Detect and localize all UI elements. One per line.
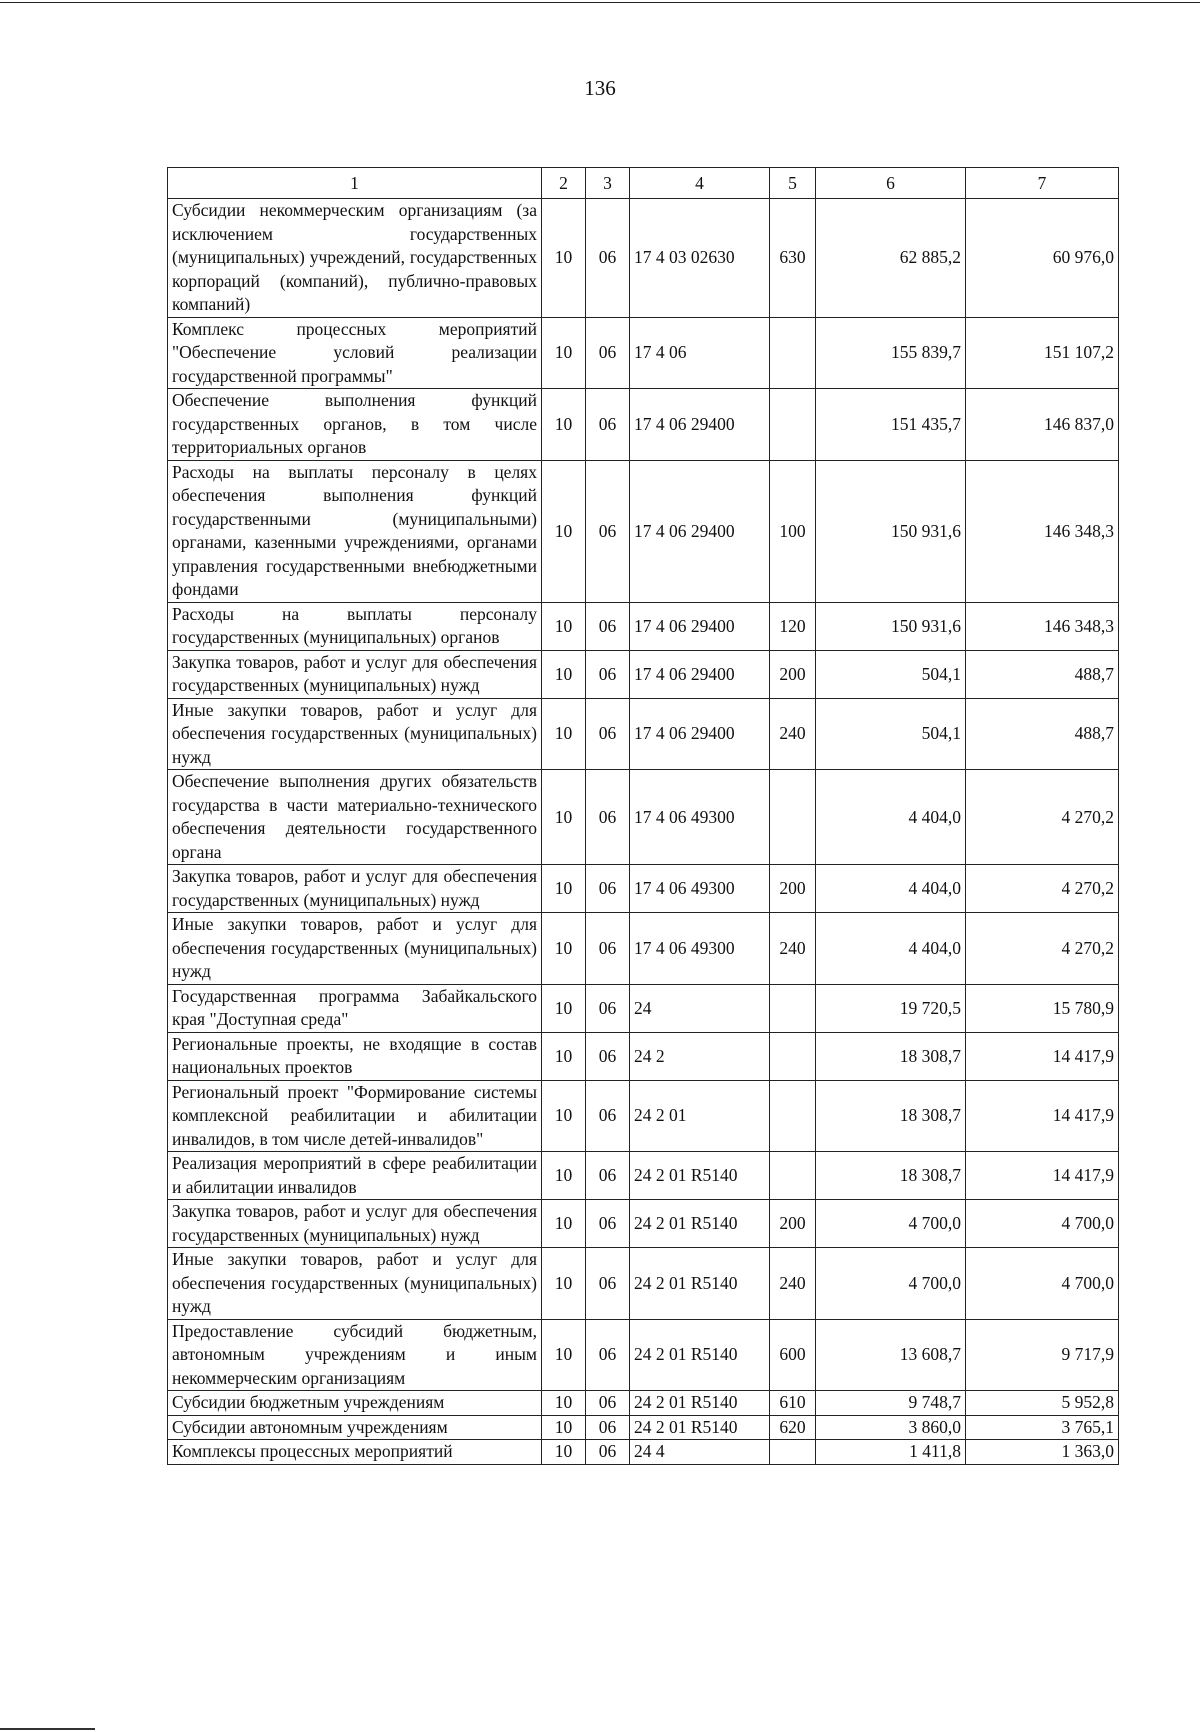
section-code: 10 (542, 389, 586, 461)
section-code: 10 (542, 460, 586, 602)
amount-col-6: 4 700,0 (816, 1200, 966, 1248)
amount-col-6: 4 700,0 (816, 1248, 966, 1320)
budget-table (167, 167, 1119, 1465)
expense-type-code (770, 1080, 816, 1152)
table-row (168, 770, 1119, 865)
expense-type-code (770, 1032, 816, 1080)
subsection-code: 06 (586, 1415, 630, 1440)
expense-type-code (770, 770, 816, 865)
amount-col-7: 4 270,2 (966, 865, 1119, 913)
section-code: 10 (542, 1319, 586, 1391)
header-col-6: 6 (816, 168, 966, 199)
amount-col-7: 3 765,1 (966, 1415, 1119, 1440)
subsection-code: 06 (586, 389, 630, 461)
table-row (168, 1440, 1119, 1465)
expense-type-code (770, 389, 816, 461)
amount-col-7: 14 417,9 (966, 1080, 1119, 1152)
expense-type-code: 620 (770, 1415, 816, 1440)
subsection-code: 06 (586, 317, 630, 389)
row-description: Обеспечение выполнения функций государственных органов, в том числе территориальных органов (168, 389, 542, 461)
amount-col-6: 504,1 (816, 650, 966, 698)
subsection-code: 06 (586, 1152, 630, 1200)
table-row (168, 984, 1119, 1032)
table-row (168, 913, 1119, 985)
row-description: Предоставление субсидий бюджетным, автономным учреждениям и иным некоммерческим организациям (168, 1319, 542, 1391)
amount-col-6: 18 308,7 (816, 1152, 966, 1200)
amount-col-6: 62 885,2 (816, 199, 966, 318)
amount-col-7: 5 952,8 (966, 1391, 1119, 1416)
top-border-line (0, 2, 1200, 3)
section-code: 10 (542, 865, 586, 913)
section-code: 10 (542, 1248, 586, 1320)
subsection-code: 06 (586, 1319, 630, 1391)
section-code: 10 (542, 602, 586, 650)
target-article-code: 17 4 06 29400 (630, 698, 770, 770)
expense-type-code: 240 (770, 913, 816, 985)
subsection-code: 06 (586, 650, 630, 698)
row-description: Комплекс процессных мероприятий "Обеспечение условий реализации государственной программы" (168, 317, 542, 389)
expense-type-code (770, 984, 816, 1032)
section-code: 10 (542, 770, 586, 865)
subsection-code: 06 (586, 1391, 630, 1416)
amount-col-7: 4 270,2 (966, 913, 1119, 985)
amount-col-7: 60 976,0 (966, 199, 1119, 318)
page-number: 136 (584, 76, 616, 100)
expense-type-code (770, 317, 816, 389)
target-article-code: 17 4 06 49300 (630, 913, 770, 985)
table-row (168, 1391, 1119, 1416)
target-article-code: 24 2 (630, 1032, 770, 1080)
row-description: Закупка товаров, работ и услуг для обеспечения государственных (муниципальных) нужд (168, 865, 542, 913)
amount-col-7: 146 348,3 (966, 460, 1119, 602)
section-code: 10 (542, 199, 586, 318)
target-article-code: 17 4 06 29400 (630, 460, 770, 602)
section-code: 10 (542, 1200, 586, 1248)
row-description: Иные закупки товаров, работ и услуг для обеспечения государственных (муниципальных) нужд (168, 1248, 542, 1320)
amount-col-6: 13 608,7 (816, 1319, 966, 1391)
amount-col-6: 9 748,7 (816, 1391, 966, 1416)
row-description: Обеспечение выполнения других обязательств государства в части материально-технического обеспечения деятельности государственного органа (168, 770, 542, 865)
section-code: 10 (542, 1415, 586, 1440)
amount-col-7: 146 837,0 (966, 389, 1119, 461)
subsection-code: 06 (586, 1200, 630, 1248)
row-description: Реализация мероприятий в сфере реабилитации и абилитации инвалидов (168, 1152, 542, 1200)
table-row (168, 1319, 1119, 1391)
amount-col-7: 1 363,0 (966, 1440, 1119, 1465)
row-description: Субсидии автономным учреждениям (168, 1415, 542, 1440)
target-article-code: 24 2 01 R5140 (630, 1152, 770, 1200)
subsection-code: 06 (586, 984, 630, 1032)
table-row (168, 1152, 1119, 1200)
expense-type-code: 200 (770, 865, 816, 913)
row-description: Расходы на выплаты персоналу в целях обеспечения выполнения функций государственными (муниципальными) органами, казенными учреждениями, органами управления государственными внебюджетными фондами (168, 460, 542, 602)
amount-col-7: 9 717,9 (966, 1319, 1119, 1391)
amount-col-6: 1 411,8 (816, 1440, 966, 1465)
expense-type-code: 240 (770, 1248, 816, 1320)
section-code: 10 (542, 698, 586, 770)
amount-col-6: 19 720,5 (816, 984, 966, 1032)
row-description: Комплексы процессных мероприятий (168, 1440, 542, 1465)
subsection-code: 06 (586, 698, 630, 770)
table-row (168, 650, 1119, 698)
amount-col-6: 4 404,0 (816, 865, 966, 913)
subsection-code: 06 (586, 460, 630, 602)
subsection-code: 06 (586, 770, 630, 865)
subsection-code: 06 (586, 1248, 630, 1320)
amount-col-6: 150 931,6 (816, 602, 966, 650)
amount-col-7: 4 700,0 (966, 1200, 1119, 1248)
footer-rule (0, 1728, 95, 1730)
target-article-code: 17 4 03 02630 (630, 199, 770, 318)
subsection-code: 06 (586, 1032, 630, 1080)
target-article-code: 17 4 06 49300 (630, 770, 770, 865)
table-row (168, 602, 1119, 650)
amount-col-6: 3 860,0 (816, 1415, 966, 1440)
expense-type-code: 200 (770, 1200, 816, 1248)
table-row (168, 1080, 1119, 1152)
amount-col-7: 4 700,0 (966, 1248, 1119, 1320)
row-description: Государственная программа Забайкальского края "Доступная среда" (168, 984, 542, 1032)
row-description: Расходы на выплаты персоналу государственных (муниципальных) органов (168, 602, 542, 650)
amount-col-7: 146 348,3 (966, 602, 1119, 650)
expense-type-code (770, 1440, 816, 1465)
expense-type-code: 630 (770, 199, 816, 318)
amount-col-7: 15 780,9 (966, 984, 1119, 1032)
amount-col-6: 151 435,7 (816, 389, 966, 461)
row-description: Закупка товаров, работ и услуг для обеспечения государственных (муниципальных) нужд (168, 650, 542, 698)
expense-type-code: 240 (770, 698, 816, 770)
expense-type-code (770, 1152, 816, 1200)
table-row (168, 317, 1119, 389)
row-description: Закупка товаров, работ и услуг для обеспечения государственных (муниципальных) нужд (168, 1200, 542, 1248)
table-row (168, 1415, 1119, 1440)
expense-type-code: 600 (770, 1319, 816, 1391)
table-row (168, 1248, 1119, 1320)
section-code: 10 (542, 1080, 586, 1152)
amount-col-7: 4 270,2 (966, 770, 1119, 865)
table-row (168, 460, 1119, 602)
section-code: 10 (542, 1152, 586, 1200)
header-col-7: 7 (966, 168, 1119, 199)
row-description: Региональные проекты, не входящие в состав национальных проектов (168, 1032, 542, 1080)
expense-type-code: 100 (770, 460, 816, 602)
target-article-code: 17 4 06 29400 (630, 389, 770, 461)
amount-col-6: 150 931,6 (816, 460, 966, 602)
amount-col-7: 488,7 (966, 650, 1119, 698)
row-description: Иные закупки товаров, работ и услуг для обеспечения государственных (муниципальных) нужд (168, 698, 542, 770)
section-code: 10 (542, 984, 586, 1032)
target-article-code: 24 4 (630, 1440, 770, 1465)
subsection-code: 06 (586, 865, 630, 913)
target-article-code: 24 2 01 R5140 (630, 1200, 770, 1248)
target-article-code: 24 2 01 (630, 1080, 770, 1152)
section-code: 10 (542, 913, 586, 985)
section-code: 10 (542, 1440, 586, 1465)
table-row (168, 865, 1119, 913)
target-article-code: 17 4 06 29400 (630, 602, 770, 650)
amount-col-6: 504,1 (816, 698, 966, 770)
amount-col-6: 155 839,7 (816, 317, 966, 389)
amount-col-6: 4 404,0 (816, 913, 966, 985)
header-col-3: 3 (586, 168, 630, 199)
subsection-code: 06 (586, 1080, 630, 1152)
target-article-code: 24 2 01 R5140 (630, 1391, 770, 1416)
target-article-code: 17 4 06 (630, 317, 770, 389)
header-col-2: 2 (542, 168, 586, 199)
section-code: 10 (542, 1391, 586, 1416)
amount-col-7: 151 107,2 (966, 317, 1119, 389)
subsection-code: 06 (586, 913, 630, 985)
target-article-code: 24 2 01 R5140 (630, 1415, 770, 1440)
expense-type-code: 200 (770, 650, 816, 698)
table-row (168, 199, 1119, 318)
header-row (168, 168, 1119, 199)
amount-col-6: 4 404,0 (816, 770, 966, 865)
expense-type-code: 120 (770, 602, 816, 650)
subsection-code: 06 (586, 602, 630, 650)
table-row (168, 1032, 1119, 1080)
subsection-code: 06 (586, 199, 630, 318)
header-col-1: 1 (168, 168, 542, 199)
target-article-code: 24 2 01 R5140 (630, 1319, 770, 1391)
target-article-code: 17 4 06 29400 (630, 650, 770, 698)
row-description: Иные закупки товаров, работ и услуг для обеспечения государственных (муниципальных) нужд (168, 913, 542, 985)
section-code: 10 (542, 1032, 586, 1080)
expense-type-code: 610 (770, 1391, 816, 1416)
row-description: Субсидии бюджетным учреждениям (168, 1391, 542, 1416)
target-article-code: 17 4 06 49300 (630, 865, 770, 913)
subsection-code: 06 (586, 1440, 630, 1465)
table-row (168, 1200, 1119, 1248)
row-description: Субсидии некоммерческим организациям (за исключением государственных (муниципальных) учреждений, государственных корпораций (компаний), публично-правовых компаний) (168, 199, 542, 318)
table-row (168, 389, 1119, 461)
amount-col-6: 18 308,7 (816, 1080, 966, 1152)
amount-col-7: 488,7 (966, 698, 1119, 770)
table-row (168, 698, 1119, 770)
section-code: 10 (542, 650, 586, 698)
amount-col-7: 14 417,9 (966, 1032, 1119, 1080)
amount-col-6: 18 308,7 (816, 1032, 966, 1080)
section-code: 10 (542, 317, 586, 389)
row-description: Региональный проект "Формирование системы комплексной реабилитации и абилитации инвалидов, в том числе детей-инвалидов" (168, 1080, 542, 1152)
header-col-5: 5 (770, 168, 816, 199)
amount-col-7: 14 417,9 (966, 1152, 1119, 1200)
header-col-4: 4 (630, 168, 770, 199)
target-article-code: 24 2 01 R5140 (630, 1248, 770, 1320)
target-article-code: 24 (630, 984, 770, 1032)
